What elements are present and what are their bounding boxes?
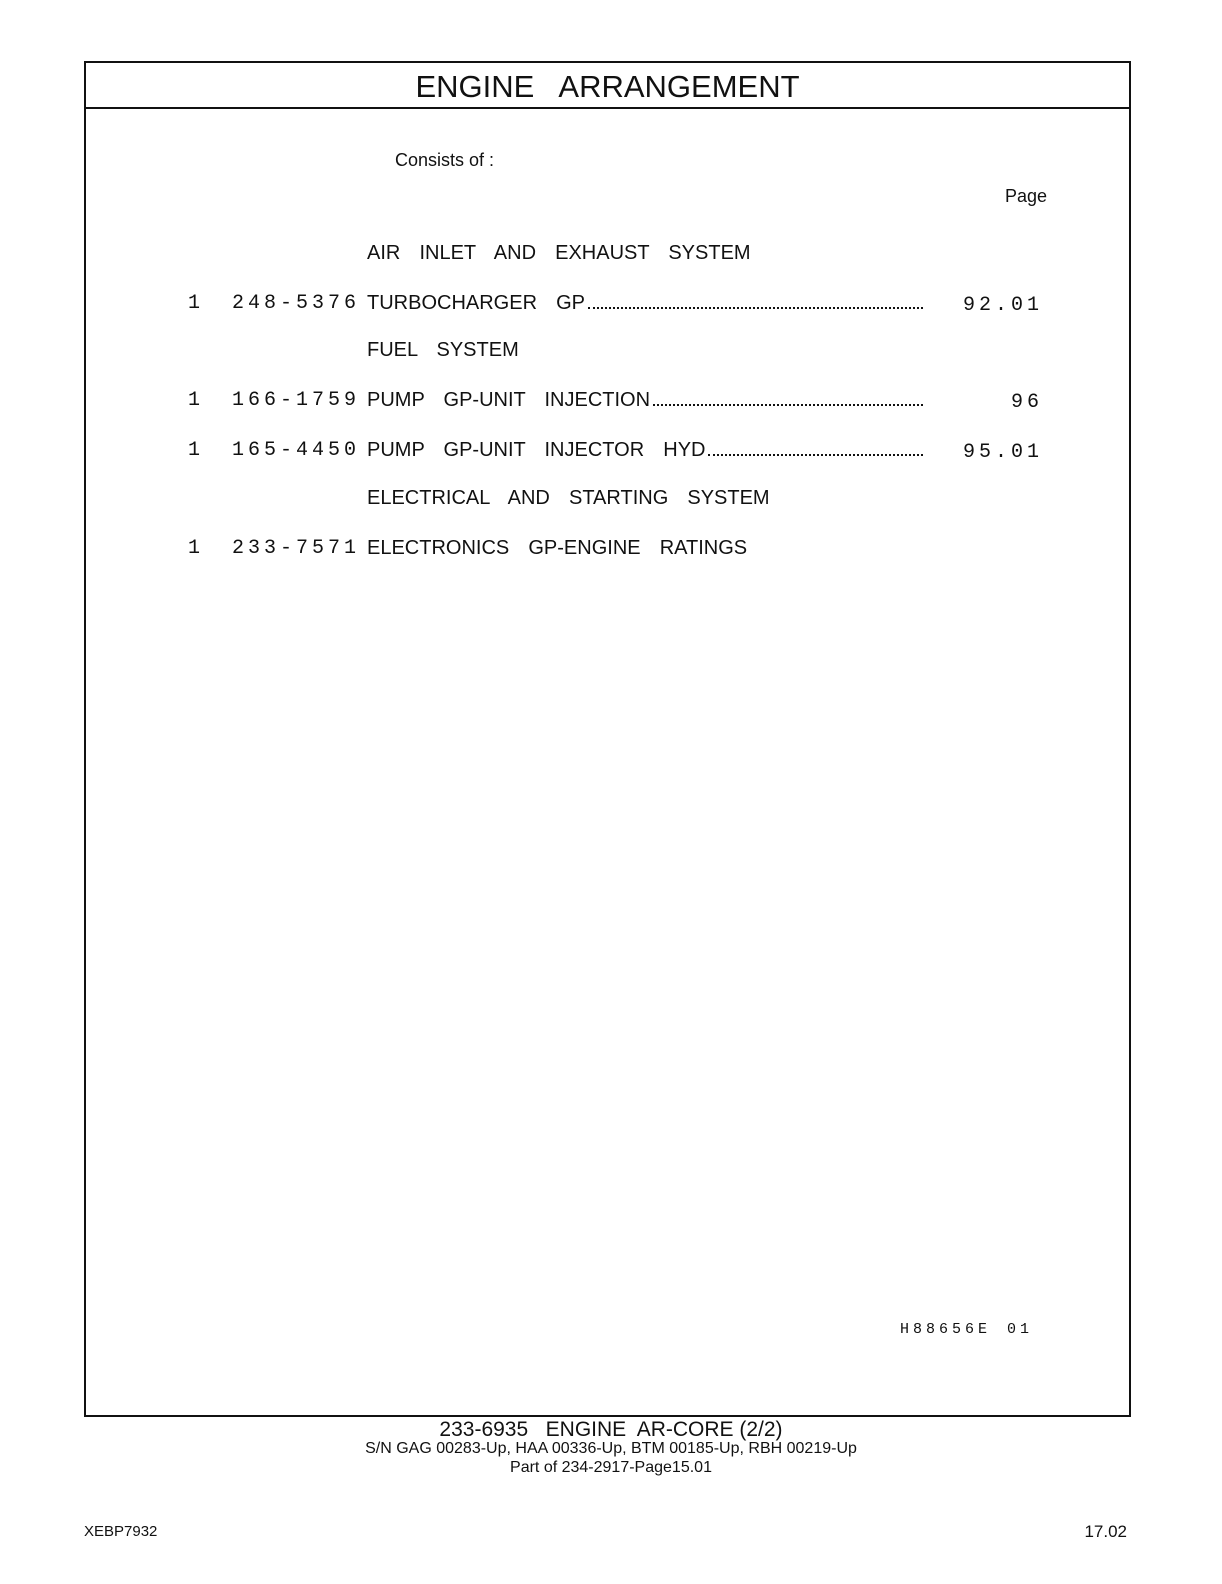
part-page-ref[interactable]: 95.01 — [962, 441, 1043, 464]
illustration-ref-code: H88656E — [900, 1321, 992, 1338]
dot-leader — [653, 404, 923, 406]
page-column-header: Page — [1005, 186, 1048, 206]
part-page-ref[interactable]: 96 — [1010, 391, 1043, 414]
footer-serial-numbers: S/N GAG 00283-Up, HAA 00336-Up, BTM 00185-Up, RBH 00219-Up — [365, 1440, 857, 1457]
part-description — [367, 537, 923, 560]
section-heading-air-inlet: AIR INLET AND EXHAUST SYSTEM — [367, 242, 751, 264]
dot-leader — [588, 307, 923, 309]
page-title: ENGINE ARRANGEMENT — [415, 69, 800, 104]
document-frame — [84, 61, 1131, 1417]
part-description-text: TURBOCHARGER GP — [367, 292, 586, 314]
title-bar — [86, 63, 1129, 109]
part-description — [367, 389, 923, 412]
footer-title: 233-6935 ENGINE AR-CORE (2/2) — [439, 1418, 783, 1441]
part-quantity: 1 — [188, 292, 201, 315]
page-number: 17.02 — [1084, 1522, 1127, 1541]
consists-of-label: Consists of : — [395, 150, 495, 170]
part-number: 165-4450 — [232, 439, 361, 462]
part-row-electronics-engine-ratings[interactable] — [86, 537, 1129, 567]
part-row-turbocharger[interactable] — [86, 292, 1129, 322]
part-description — [367, 292, 923, 315]
dot-leader — [708, 454, 923, 456]
part-number: 248-5376 — [232, 292, 361, 315]
part-description-text: PUMP GP-UNIT INJECTOR HYD — [367, 439, 706, 461]
part-description-text: PUMP GP-UNIT INJECTION — [367, 389, 651, 411]
section-heading-electrical: ELECTRICAL AND STARTING SYSTEM — [367, 487, 770, 509]
illustration-ref-number: 01 — [1007, 1321, 1034, 1338]
footer-part-of: Part of 234-2917-Page15.01 — [510, 1459, 712, 1476]
section-heading-fuel-system: FUEL SYSTEM — [367, 339, 519, 361]
part-quantity: 1 — [188, 389, 201, 412]
part-description — [367, 439, 923, 462]
part-row-pump-unit-injector-hyd[interactable] — [86, 439, 1129, 469]
part-number: 166-1759 — [232, 389, 361, 412]
document-id: XEBP7932 — [84, 1523, 158, 1540]
part-quantity: 1 — [188, 439, 201, 462]
part-row-pump-unit-injection[interactable] — [86, 389, 1129, 419]
part-description-text: ELECTRONICS GP-ENGINE RATINGS — [367, 537, 748, 559]
part-quantity: 1 — [188, 537, 201, 560]
part-number: 233-7571 — [232, 537, 361, 560]
part-page-ref[interactable]: 92.01 — [962, 294, 1043, 317]
